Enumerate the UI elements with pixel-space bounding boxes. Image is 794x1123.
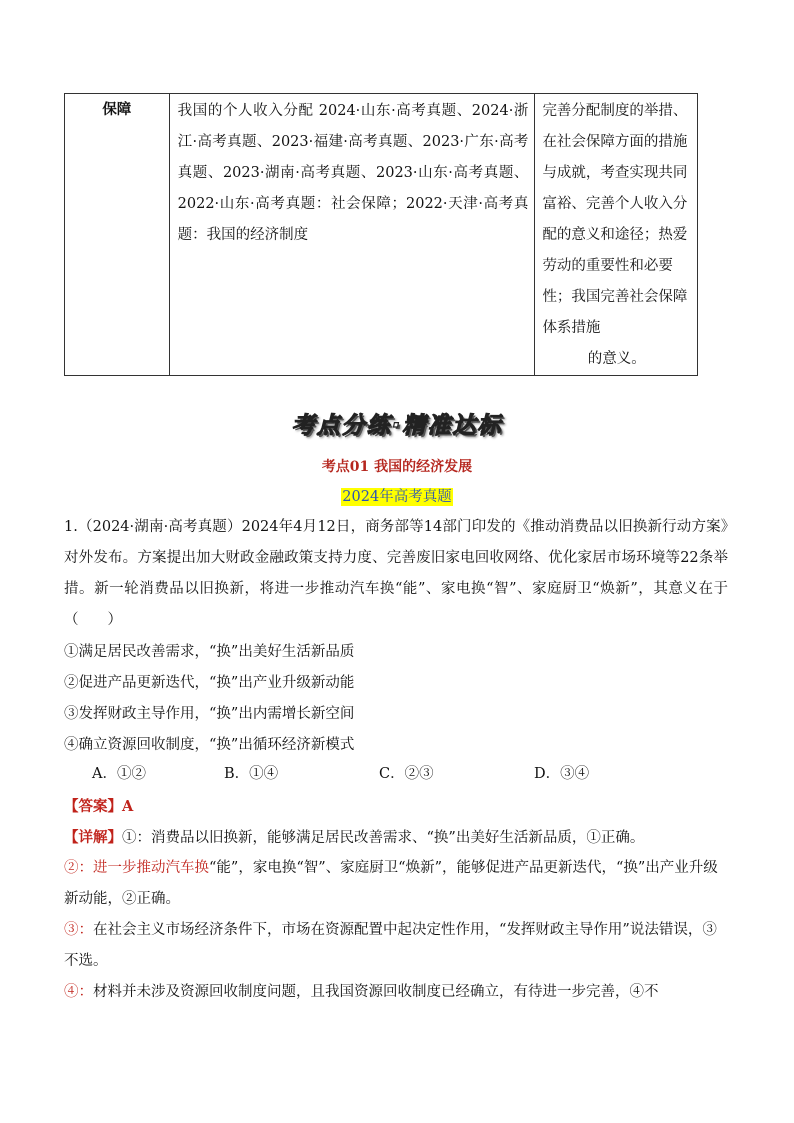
table-label: 保障	[102, 101, 132, 118]
exam-topic-table	[64, 93, 698, 376]
detail-p2-mark: ②：	[64, 860, 93, 876]
table-right-last: 的意义。	[587, 351, 646, 367]
year-label: 2024年高考真题	[342, 489, 452, 505]
table-label-cell	[65, 94, 170, 376]
answer-choices	[92, 762, 692, 790]
section-subhead: 考点01 我国的经济发展	[321, 459, 473, 475]
choice-c: C．②③	[379, 766, 434, 782]
answer-label: 【答案】	[64, 798, 122, 815]
table-right-cell	[535, 94, 698, 376]
choice-d: D．③④	[534, 766, 590, 782]
detail-p2-rest: “能”，家电换“智”、家庭厨卫“焕新”，能够促进产品更新迭代，“换”出产业升级新动能，②正确。	[64, 860, 718, 907]
question-item-1: ①满足居民改善需求，“换”出美好生活新品质	[64, 644, 355, 660]
table-middle-cell	[169, 94, 535, 376]
detail-p3-mark: ③：	[64, 922, 93, 938]
detail-p4-mark: ④：	[64, 984, 93, 1000]
table-right-main: 完善分配制度的举措、在社会保障方面的措施与成就，考查实现共同富裕、完善个人收入分配的意义和途径；热爱劳动的重要性和必要性；我国完善社会保障体系措施	[542, 103, 688, 336]
detail-p1: ①：消费品以旧换新，能够满足居民改善需求、“换”出美好生活新品质，①正确。	[122, 830, 645, 846]
answer-value: A	[122, 798, 134, 815]
detail-para-4	[64, 977, 730, 1008]
year-heading	[0, 485, 794, 506]
detail-p4: 材料并未涉及资源回收制度问题，且我国资源回收制度已经确立，有待进一步完善，④不	[93, 984, 659, 1000]
detail-label: 【详解】	[64, 829, 122, 846]
table-right-text	[535, 94, 697, 375]
detail-p2-red: 进一步推动汽车换	[93, 860, 209, 876]
detail-para-3	[64, 915, 730, 977]
table-middle-text: 我国的个人收入分配 2024·山东·高考真题、2024·浙江·高考真题、2023·福建·高考真题、2023·广东·高考真题、2023·湖南·高考真题、2023·山东·高考真题、2022·山东·高考真题：社会保障；2022·天津·高考真题：我国的经济制度	[177, 103, 529, 243]
question-item-3: ③发挥财政主导作用，“换”出内需增长新空间	[64, 706, 355, 722]
question-stem: 1.（2024·湖南·高考真题）2024年4月12日，商务部等14部门印发的《推动消费品以旧换新行动方案》对外发布。方案提出加大财政金融政策支持力度、完善废旧家电回收网络、优化家居市场环境等22条举措。新一轮消费品以旧换新，将进一步推动汽车换“能”、家电换“智”、家庭厨卫“焕新”，其意义在于（ ）	[64, 519, 728, 628]
question-item-2: ②促进产品更新迭代，“换”出产业升级新动能	[64, 675, 355, 691]
detail-para-2	[64, 853, 730, 915]
detail-p3: 在社会主义市场经济条件下，市场在资源配置中起决定性作用，“发挥财政主导作用”说法错误，③不选。	[64, 922, 717, 969]
choice-a: A．①②	[92, 766, 146, 782]
detail-para-1	[64, 822, 730, 854]
answer-line	[64, 795, 133, 816]
section-banner: 考点分练·精准达标	[291, 413, 503, 439]
choice-b: B．①④	[224, 766, 279, 782]
question-item-4: ④确立资源回收制度，“换”出循环经济新模式	[64, 737, 355, 753]
